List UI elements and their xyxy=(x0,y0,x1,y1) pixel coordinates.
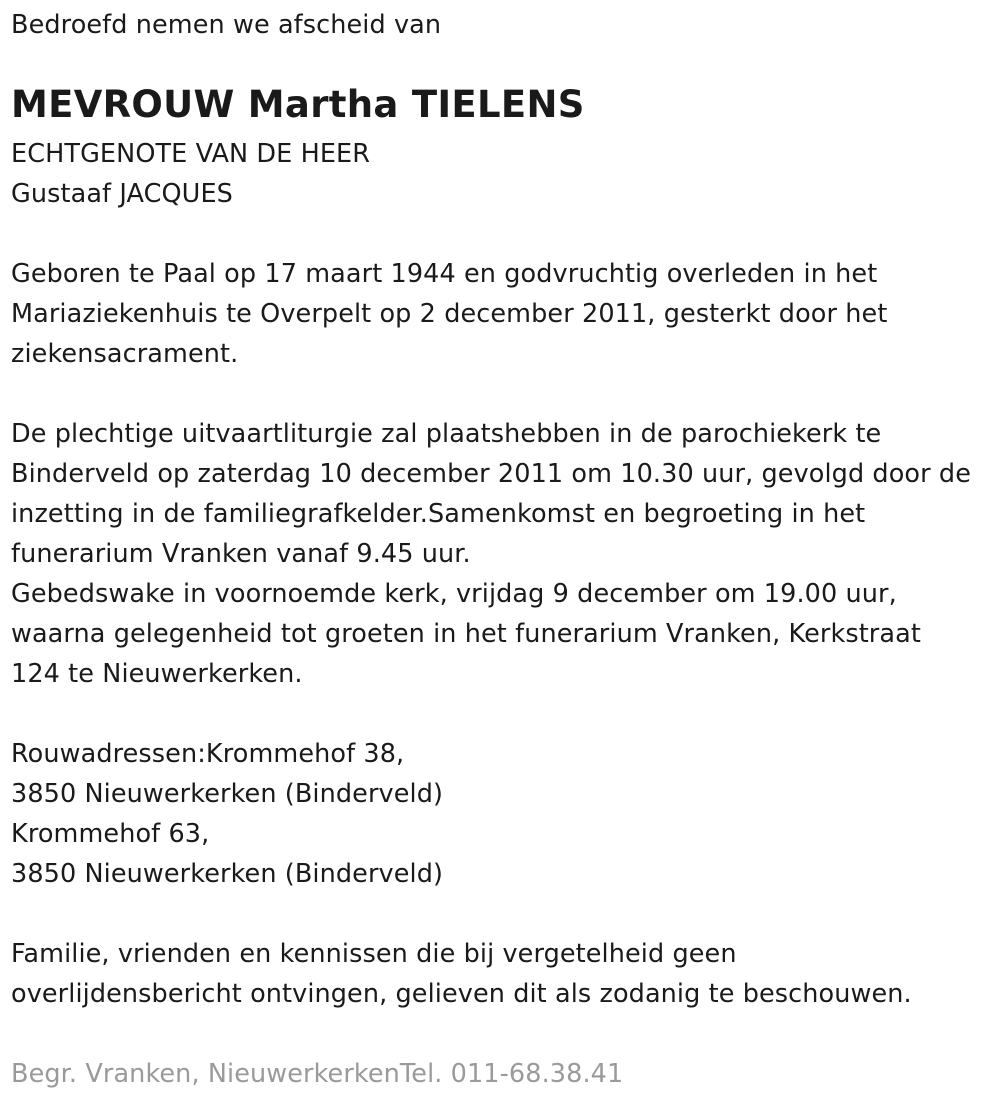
paragraph-line: ziekensacrament. xyxy=(11,339,239,369)
paragraph-line: funerarium Vranken vanaf 9.45 uur. xyxy=(11,539,471,569)
paragraph-line: Geboren te Paal op 17 maart 1944 en godvruchtig overleden in het xyxy=(11,259,878,289)
undertaker-footer: Begr. Vranken, NieuwerkerkenTel. 011-68.38.41 xyxy=(11,1059,624,1089)
paragraph-line: waarna gelegenheid tot groeten in het funerarium Vranken, Kerkstraat xyxy=(11,619,921,649)
paragraph-line: overlijdensbericht ontvingen, gelieven dit als zodanig te beschouwen. xyxy=(11,979,912,1009)
address-line: 3850 Nieuwerkerken (Binderveld) xyxy=(11,779,444,809)
mourning-addresses xyxy=(11,734,443,894)
funeral-paragraph xyxy=(11,414,971,694)
birth-death-paragraph xyxy=(11,254,887,374)
spouse-line: ECHTGENOTE VAN DE HEER xyxy=(11,139,371,169)
family-message xyxy=(11,934,912,1014)
paragraph-line: Gebedswake in voornoemde kerk, vrijdag 9 december om 19.00 uur, xyxy=(11,579,897,609)
paragraph-line: Binderveld op zaterdag 10 december 2011 om 10.30 uur, gevolgd door de xyxy=(11,459,971,489)
paragraph-line: Familie, vrienden en kennissen die bij vergetelheid geen xyxy=(11,939,737,969)
paragraph-line: inzetting in de familiegrafkelder.Samenkomst en begroeting in het xyxy=(11,499,866,529)
deceased-name: MEVROUW Martha TIELENS xyxy=(11,83,585,126)
spouse-line: Gustaaf JACQUES xyxy=(11,179,233,209)
spouse-block xyxy=(11,134,370,214)
paragraph-line: 124 te Nieuwerkerken. xyxy=(11,659,303,689)
paragraph-line: De plechtige uitvaartliturgie zal plaatshebben in de parochiekerk te xyxy=(11,419,882,449)
paragraph-line: Mariaziekenhuis te Overpelt op 2 december 2011, gesterkt door het xyxy=(11,299,888,329)
address-line: Krommehof 63, xyxy=(11,819,210,849)
address-line: 3850 Nieuwerkerken (Binderveld) xyxy=(11,859,444,889)
address-line: Rouwadressen:Krommehof 38, xyxy=(11,739,405,769)
intro-text: Bedroefd nemen we afscheid van xyxy=(11,10,442,40)
